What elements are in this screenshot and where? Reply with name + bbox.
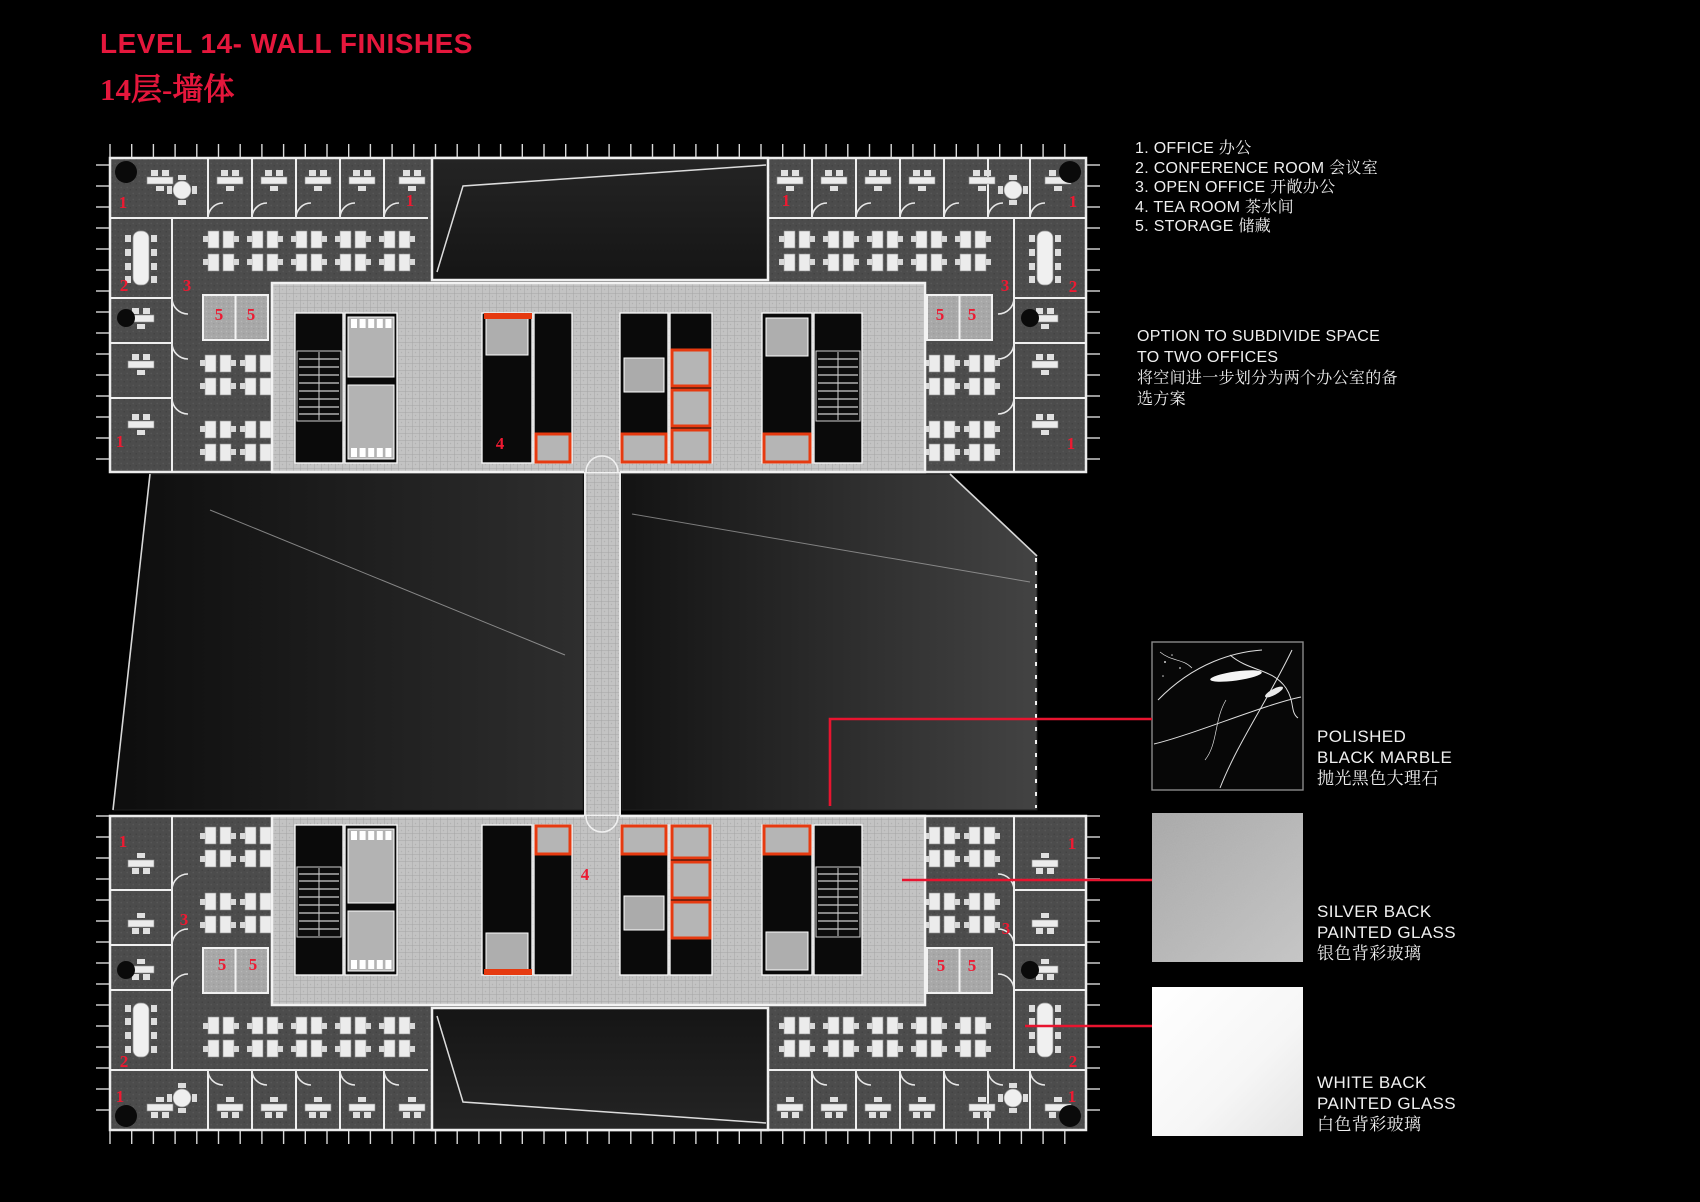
plan-label-3: 3 bbox=[179, 910, 189, 929]
plan-label-1: 1 bbox=[115, 1087, 125, 1106]
plan-label-5: 5 bbox=[936, 956, 946, 975]
plan-label-1: 1 bbox=[115, 432, 125, 451]
plan-label-2: 2 bbox=[1068, 277, 1078, 296]
material-swatches bbox=[1152, 642, 1303, 1136]
legend-item-tea-room: 4. TEA ROOM 茶水间 bbox=[1135, 198, 1294, 216]
silver-back-painted-glass-swatch bbox=[1152, 813, 1303, 962]
legend-item-conference: 2. CONFERENCE ROOM 会议室 bbox=[1135, 159, 1379, 177]
plan-label-5: 5 bbox=[935, 305, 945, 324]
legend-item-storage: 5. STORAGE 储藏 bbox=[1135, 218, 1272, 236]
legend-item-open-office: 3. OPEN OFFICE 开敞办公 bbox=[1135, 179, 1336, 197]
plan-label-2: 2 bbox=[1068, 1052, 1078, 1071]
plan-label-1: 1 bbox=[1067, 834, 1077, 853]
legend-item-office: 1. OFFICE 办公 bbox=[1135, 140, 1252, 157]
plan-label-5: 5 bbox=[967, 956, 977, 975]
plan-label-1: 1 bbox=[405, 191, 415, 210]
plan-label-3: 3 bbox=[1000, 276, 1010, 295]
plan-label-2: 2 bbox=[119, 276, 129, 295]
white-glass-label: WHITE BACK PAINTED GLASS 白色背彩玻璃 bbox=[1317, 1073, 1457, 1134]
plan-label-1: 1 bbox=[781, 191, 791, 210]
room-legend bbox=[1135, 139, 1378, 237]
silver-glass-label: SILVER BACK PAINTED GLASS 银色背彩玻璃 bbox=[1317, 902, 1457, 963]
plan-label-4: 4 bbox=[495, 434, 505, 453]
plan-label-1: 1 bbox=[1068, 192, 1078, 211]
plan-label-3: 3 bbox=[182, 276, 192, 295]
plan-label-4: 4 bbox=[580, 865, 590, 884]
plan-label-3: 3 bbox=[1001, 919, 1011, 938]
plan-label-5: 5 bbox=[214, 305, 224, 324]
white-back-painted-glass-swatch bbox=[1152, 987, 1303, 1136]
atrium-voids bbox=[113, 460, 1037, 816]
plan-label-5: 5 bbox=[246, 305, 256, 324]
plan-label-2: 2 bbox=[119, 1052, 129, 1071]
page-title: LEVEL 14- WALL FINISHES bbox=[100, 28, 473, 59]
page-subtitle-chinese: 14层-墙体 bbox=[100, 72, 235, 107]
plan-label-1: 1 bbox=[118, 832, 128, 851]
plan-label-1: 1 bbox=[1067, 1087, 1077, 1106]
plan-label-1: 1 bbox=[118, 193, 128, 212]
marble-label: POLISHED BLACK MARBLE 抛光黑色大理石 bbox=[1317, 727, 1453, 788]
polished-black-marble-swatch bbox=[1152, 642, 1303, 790]
plan-label-1: 1 bbox=[1066, 434, 1076, 453]
subdivide-note: OPTION TO SUBDIVIDE SPACE TO TWO OFFICES 将空间进一步划分为两个办公室的备 选方案 bbox=[1137, 328, 1398, 408]
plan-label-5: 5 bbox=[217, 955, 227, 974]
plan-label-5: 5 bbox=[967, 305, 977, 324]
plan-label-5: 5 bbox=[248, 955, 258, 974]
